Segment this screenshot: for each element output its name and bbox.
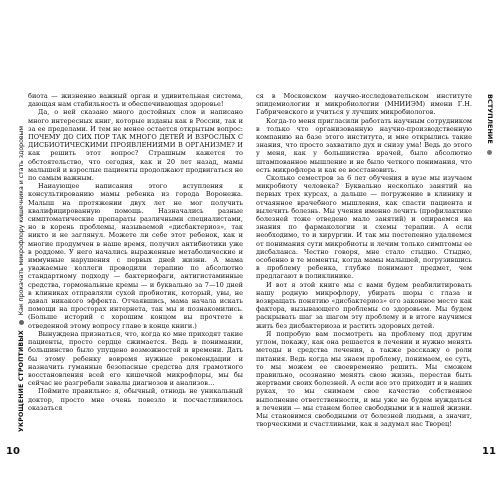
bullet-dot-icon	[488, 150, 493, 155]
page-number-left: 10	[6, 446, 20, 457]
running-head-title: УКРОЩЕНИЕ СТРОПТИВЫХ	[18, 330, 25, 432]
paragraph: Поймите правильно: я, обычный, отнюдь не уникальный доктор, просто мне очень повезло и посчастливилось оказаться	[28, 387, 243, 412]
paragraph: Я попробую вам посмотреть на проблему под другим углом, покажу, как она решается в лечении и нужно менять методы и средства лечения, а также расскажу о роли питания. Ведь когда мы знаем проблему, понимаем, ее суть, то мы можем ее своевременно решить. Мы сможем правильно, осознанно менять свою жизнь, перестав быть жертвами своих болезней. А если все это приходит и в наших руках, то мы снимаем свое качество собственное выполнение ответственности, и мы уже не будем нуждаться в лечении — мы станем более свободными и в нашей жизни. Мы становимся свободными от болезней людьми, а значит, творческими и счастливыми, как я задумал нас Творец!	[256, 329, 472, 429]
paragraph: биота — жизненно важный орган и удивительная система, дающая нам стабильность и обеспечивающая здоровье!	[28, 92, 243, 109]
paragraph: Вынуждена признаться, что, когда ко мне приходят такие пациенты, просто сердце сжимается. Ведь в понимании, большинство было упущено возможностей и времени. Дать бы этому ребенку вовремя нужные рекомендации и назначить гуманные безопасные средства для грамотного восстановления всей его кишечной микрофлоры, мы бы сейчас не разгребали завалы диагнозов и анализов…	[28, 329, 243, 388]
paragraph: Наиаующее написания этого вступления к консультированию мамы ребенка из города Воронежа. Малыш на протяжении двух лет не мог получить квалифицированную помощь. Назначались разные симптоматические препараты различными специалистами, но в корень проблемы, называемой «дисбактериоз», так никто и не заглянул. Можете ли себе этот ребенок, как и многие продумчен в наше время, получил антибиотики уже в роддоме. У него начались выраженные метаболические и иммунные нарушения с первых дней жизни. А мама уважаемые коллеги проводили терапию по абсолютно стандартному подходу — бактериофаги, антигистаминные средства, гормональные кремы — и буквально за 7—10 дней в клиниках отправляли сухой пробиотик, который, увы, не давал никакого эффекта. Отчаявшись, мама начала искать помощи на просторах интернета, так мы и познакомились. (Больше историй с хорошим концом вы прочтете в отведенной этому вопросу главе в конце книги.)	[28, 182, 243, 330]
paragraph: Сколько семестров за 6 лет обучения в вузе мы изучаем микробиоту человека? Буквально несколько занятий на первых трех курсах, а дальше — погружение в клинику и отчаянное врачебного мышления, как спасти пациента и вылечить болезнь. Мы учения именно лечить (профилактике болезней тоже отведено мало занятий) и опираемся на знания по фармакологии и схемы терапии. А если необходимо, то и хирургии. И так мы постепенно удаляемся от понимания сути микробиоты и лечим только симптомы ее дисбаланса. Честно говоря, мне стало стыдно. Стыдно, особенно в те моменты, когда мамы малышей, погрузившись в проблему ребенка, глубже понимают предмет, чем предлагают в поликлинике.	[256, 174, 472, 281]
paragraph: Когда-то меня пригласили работать научным сотрудником в только что организованную научно-производственную компанию на базе этого института, и мне открылись такие знания, что просто захватило дух и снизу ума! Ведь до этого у меня, как у большинства врачей, было абсолютно штампованное мышление и не было четкого понимания, что есть микрофлора и как ее восстановить.	[256, 116, 472, 174]
paragraph: Да, о ней сказано много достойных слов и написано много интересных книг, которые изданы как в России, так и за ее пределами. И тем не менее остается открытым вопрос: ПОЧЕМУ ДО СИХ ПОР ТАК МНОГО ДЕТЕЙ И ВЗРОСЛЫХ С ДИСБИОТИЧЕСКИМИ ПРОЯВЛЕНИЯМИ В ОРГАНИЗМЕ? И как решить этот вопрос? Страшным кажется то обстоятельство, что сегодня, как и 20 лет назад, мамы малышей и взрослые пациенты продолжают продвигаться не по самым важным.	[28, 108, 243, 183]
bullet-dot-icon	[19, 320, 24, 325]
paragraph: ся в Московском научно-исследовательском институте эпидемиологии и микробиологии (МНИИЭМ) имени Г.Н. Габричевского и учиться у лучших микробиологов.	[256, 92, 472, 117]
left-running-head	[4, 92, 25, 432]
section-tab-label: ВСТУПЛЕНИЕ	[486, 94, 494, 144]
section-tab	[482, 92, 496, 202]
page-number-right: 11	[482, 446, 496, 457]
paragraph: И вот я этой книге мы с вами будем реабилитировать нашу родную микрофлору, убирать шоры с глаза и возвращать понятию «дисбактериоз» его законное место как фактора, вызывающего проблемы со здоровьем. Мы будем раскрывать шаг за шагом эту проблему и в итоге научимся жить без дисбактериоза и растить здоровых детей.	[256, 280, 472, 330]
right-page-text	[256, 92, 472, 472]
running-head-subtitle: Как прокачать микрофлору кишечника и стать здоровым	[18, 125, 25, 316]
left-page-text	[28, 92, 243, 472]
